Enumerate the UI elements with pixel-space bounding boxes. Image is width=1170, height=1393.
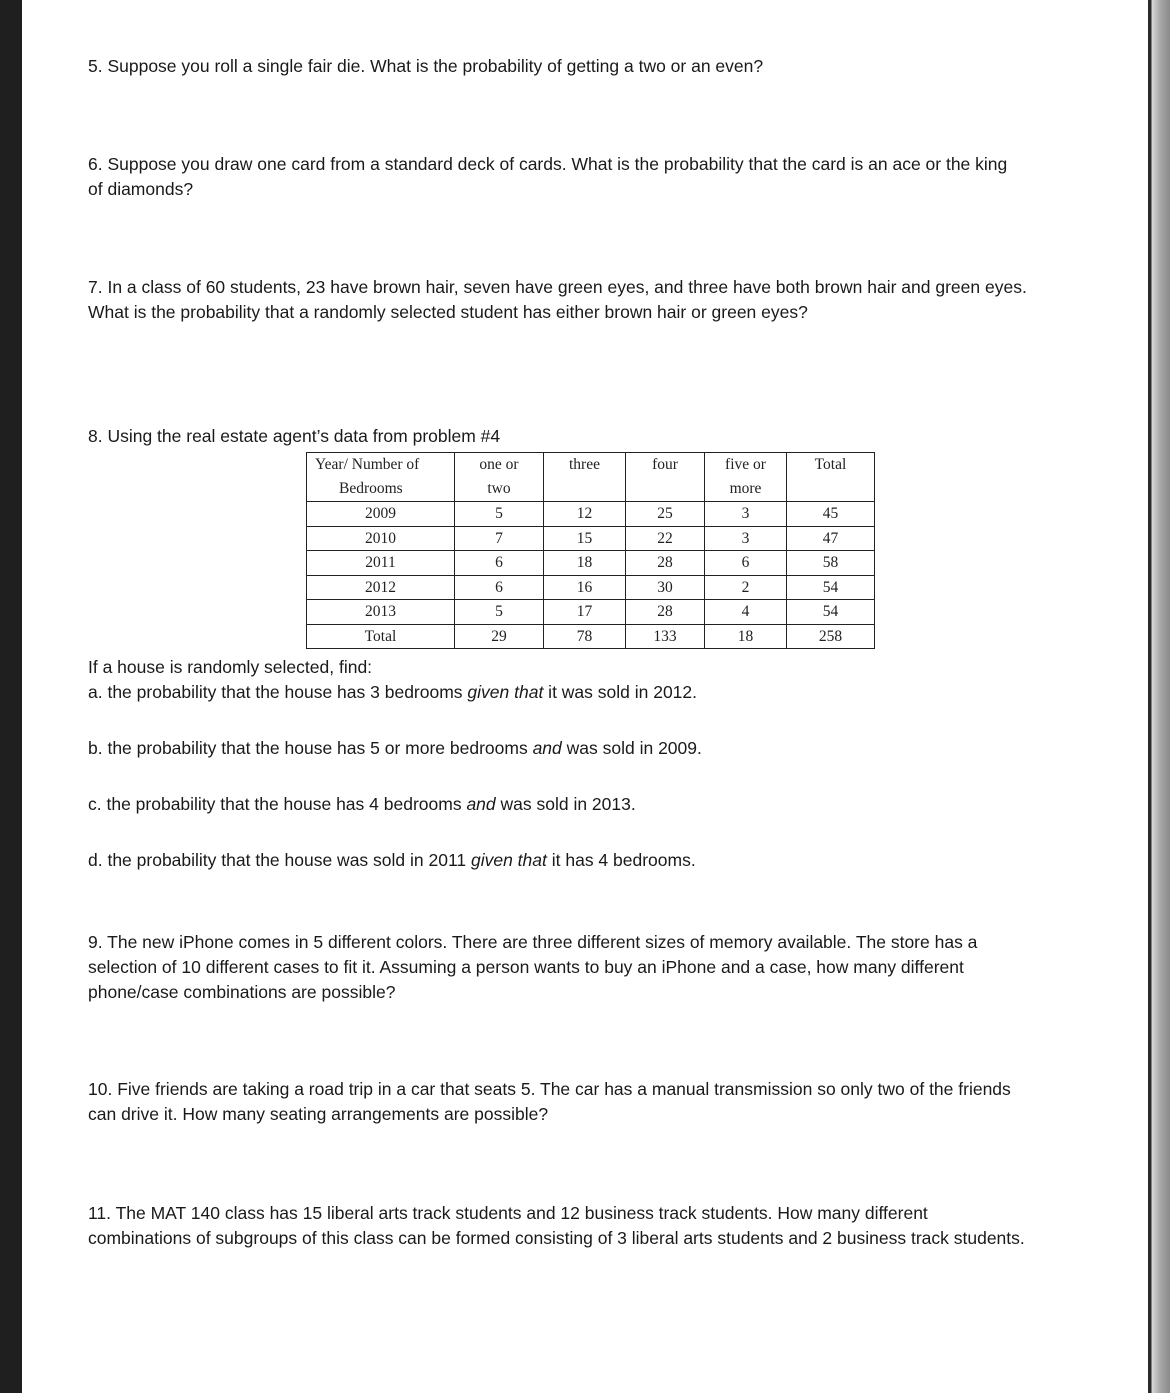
question-8b-emphasis: and — [532, 738, 562, 758]
table-cell: 29 — [455, 624, 544, 649]
table-cell: 2013 — [307, 600, 455, 625]
question-8-intro: 8. Using the real estate agent’s data from problem #4 — [88, 426, 501, 446]
table-cell: 28 — [626, 551, 705, 576]
header-text: three — [569, 456, 600, 473]
question-8d — [88, 848, 696, 873]
question-8a — [88, 680, 697, 705]
question-8d-text-end: it has 4 bedrooms. — [546, 850, 696, 870]
question-7 — [88, 275, 1088, 325]
table-cell: 5 — [455, 600, 544, 625]
question-11-line-2: combinations of subgroups of this class can be formed consisting of 3 liberal arts students and 2 business track students. — [88, 1228, 1025, 1248]
header-one-or-two — [455, 453, 544, 502]
table-cell: 133 — [626, 624, 705, 649]
table-row — [307, 600, 875, 625]
table-cell: 15 — [544, 526, 626, 551]
question-9 — [88, 930, 1088, 1005]
question-5 — [88, 54, 1088, 79]
question-8c-text: c. the probability that the house has 4 bedrooms — [88, 794, 467, 814]
table-row — [307, 551, 875, 576]
table-cell: 54 — [787, 575, 875, 600]
table-cell: 47 — [787, 526, 875, 551]
question-9-line-1: 9. The new iPhone comes in 5 different colors. There are three different sizes of memory available. The store has a — [88, 932, 978, 952]
header-five-or-more — [705, 453, 787, 502]
header-text: two — [487, 480, 511, 497]
table-cell: 3 — [705, 502, 787, 527]
question-8b-text: b. the probability that the house has 5 or more bedrooms — [88, 738, 533, 758]
question-8c-emphasis: and — [466, 794, 496, 814]
table-cell: 16 — [544, 575, 626, 600]
header-text: more — [729, 480, 762, 497]
table-cell: 18 — [705, 624, 787, 649]
table-header-row — [307, 453, 875, 502]
question-8c-text-end: was sold in 2013. — [495, 794, 636, 814]
question-8d-emphasis: given that — [470, 850, 547, 870]
table-row — [307, 502, 875, 527]
header-text: five or — [725, 456, 766, 473]
table-cell: 22 — [626, 526, 705, 551]
question-8b — [88, 736, 702, 761]
real-estate-table — [306, 452, 875, 649]
question-8 — [88, 424, 1088, 449]
table-cell: 78 — [544, 624, 626, 649]
question-8a-text: a. the probability that the house has 3 bedrooms — [88, 682, 468, 702]
table-cell: Total — [307, 624, 455, 649]
question-6-line-1: 6. Suppose you draw one card from a standard deck of cards. What is the probability that the card is an ace or the king — [88, 154, 1008, 174]
table-row — [307, 575, 875, 600]
table-cell: 58 — [787, 551, 875, 576]
question-6 — [88, 152, 1088, 202]
table-cell: 2010 — [307, 526, 455, 551]
header-three — [544, 453, 626, 502]
table-cell: 6 — [455, 551, 544, 576]
question-7-line-2: What is the probability that a randomly selected student has either brown hair or green eyes? — [88, 302, 808, 322]
scrollbar-edge — [1148, 0, 1170, 1393]
header-text: Total — [814, 456, 847, 473]
question-11-line-1: 11. The MAT 140 class has 15 liberal arts track students and 12 business track students. How many different — [88, 1203, 928, 1223]
table-cell: 2 — [705, 575, 787, 600]
question-10-line-1: 10. Five friends are taking a road trip in a car that seats 5. The car has a manual transmission so only two of the friends — [88, 1079, 1011, 1099]
question-7-line-1: 7. In a class of 60 students, 23 have brown hair, seven have green eyes, and three have both brown hair and green eyes. — [88, 277, 1027, 297]
header-text: Year/ Number of — [315, 456, 420, 473]
question-6-line-2: of diamonds? — [88, 179, 194, 199]
table-cell: 30 — [626, 575, 705, 600]
header-year-bedrooms — [307, 453, 455, 502]
question-8b-text-end: was sold in 2009. — [561, 738, 702, 758]
table-cell: 6 — [455, 575, 544, 600]
table-cell: 45 — [787, 502, 875, 527]
table-cell: 25 — [626, 502, 705, 527]
header-total — [787, 453, 875, 502]
question-10 — [88, 1077, 1088, 1127]
table-cell: 2009 — [307, 502, 455, 527]
header-text: one or — [479, 456, 519, 473]
table-cell: 2012 — [307, 575, 455, 600]
question-8c — [88, 792, 636, 817]
question-8d-text: d. the probability that the house was sold in 2011 — [88, 850, 471, 870]
table-cell: 6 — [705, 551, 787, 576]
table-cell: 17 — [544, 600, 626, 625]
table-cell: 18 — [544, 551, 626, 576]
table-row — [307, 526, 875, 551]
table-cell: 3 — [705, 526, 787, 551]
question-8a-text-end: it was sold in 2012. — [543, 682, 698, 702]
table-cell: 2011 — [307, 551, 455, 576]
question-11 — [88, 1201, 1088, 1251]
table-row-total — [307, 624, 875, 649]
table-cell: 54 — [787, 600, 875, 625]
table-cell: 12 — [544, 502, 626, 527]
table-cell: 28 — [626, 600, 705, 625]
header-four — [626, 453, 705, 502]
question-9-line-3: phone/case combinations are possible? — [88, 982, 396, 1002]
question-8-prompt: If a house is randomly selected, find: — [88, 657, 373, 677]
question-9-line-2: selection of 10 different cases to fit it. Assuming a person wants to buy an iPhone and a case, how many different — [88, 957, 964, 977]
header-text: four — [652, 456, 678, 473]
table-cell: 258 — [787, 624, 875, 649]
table-cell: 4 — [705, 600, 787, 625]
question-5-text: 5. Suppose you roll a single fair die. What is the probability of getting a two or an even? — [88, 56, 764, 76]
table-cell: 7 — [455, 526, 544, 551]
header-text: Bedrooms — [339, 480, 403, 497]
question-10-line-2: can drive it. How many seating arrangements are possible? — [88, 1104, 549, 1124]
table-cell: 5 — [455, 502, 544, 527]
question-8a-emphasis: given that — [467, 682, 544, 702]
